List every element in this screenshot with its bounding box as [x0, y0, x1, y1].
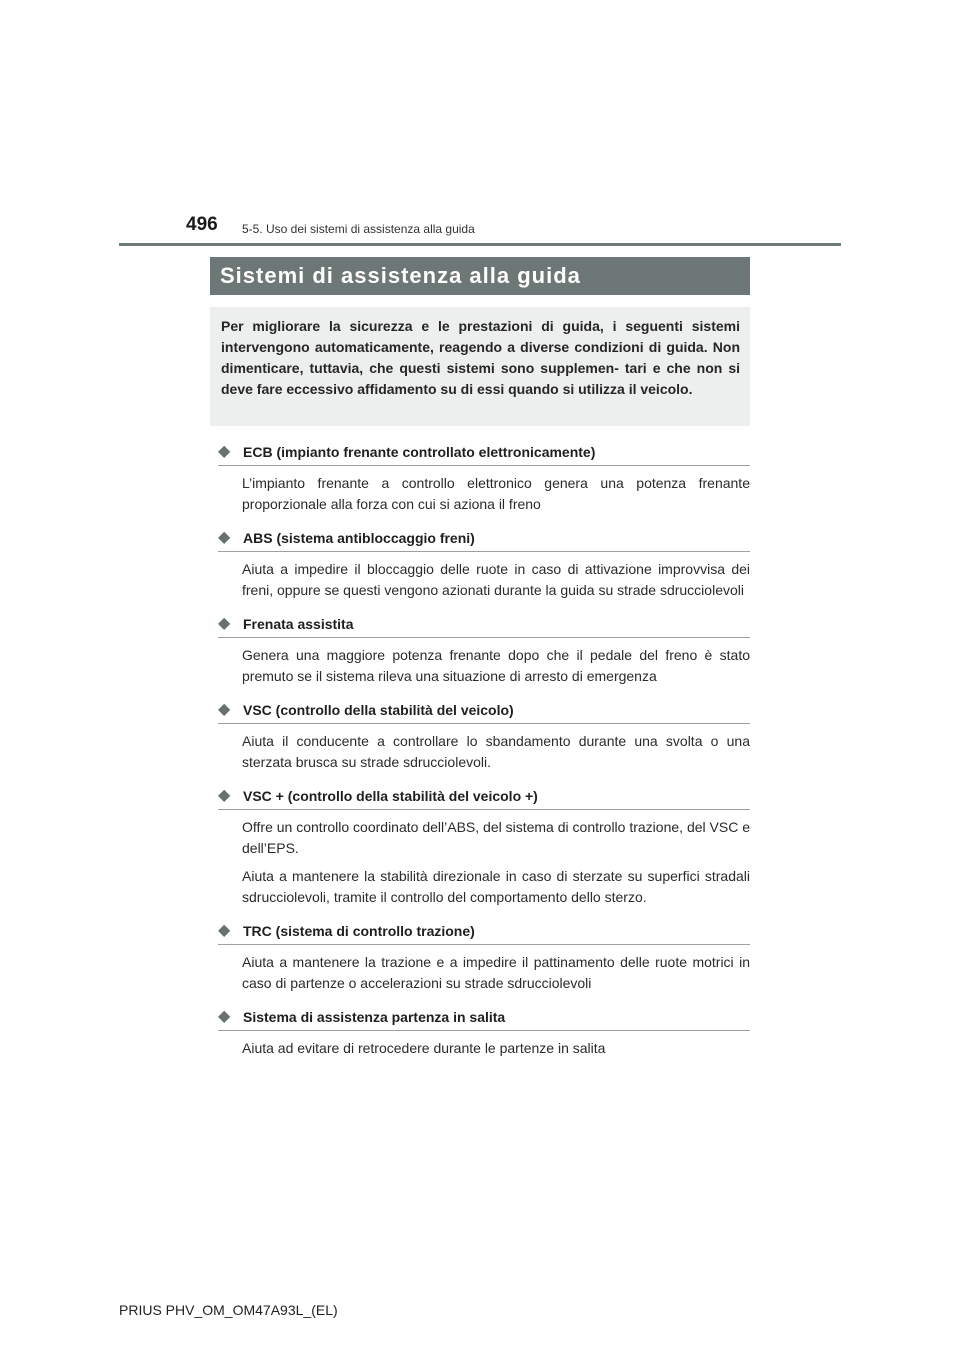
diamond-icon: ◆	[218, 922, 231, 939]
diamond-icon: ◆	[218, 615, 231, 632]
section-header	[218, 526, 750, 552]
section-header	[218, 440, 750, 466]
section-body	[218, 945, 750, 994]
section-list	[218, 440, 750, 1070]
section-header	[218, 784, 750, 810]
page-title: Sistemi di assistenza alla guida	[220, 263, 581, 288]
section-body	[218, 552, 750, 601]
section-paragraph: Offre un controllo coordinato dell’ABS, del sistema di controllo trazione, del VSC e dell’EPS.	[242, 819, 750, 856]
section-paragraph: Aiuta a impedire il bloccaggio delle ruote in caso di attivazione improvvisa dei freni, oppure se questi vengono azionati durante la guida su strade sdrucciolevoli	[242, 561, 750, 598]
section-body	[218, 1031, 750, 1059]
section-body	[218, 638, 750, 687]
section-ecb	[218, 440, 750, 515]
section-brake-assist	[218, 612, 750, 687]
section-paragraph: Aiuta il conducente a controllare lo sbandamento durante una svolta o una sterzata brusca su strade sdrucciolevoli.	[242, 733, 750, 770]
section-body	[218, 724, 750, 773]
section-trc	[218, 919, 750, 994]
section-paragraph: Genera una maggiore potenza frenante dopo che il pedale del freno è stato premuto se il sistema rileva una situazione di arresto di emergenza	[242, 647, 750, 684]
section-header	[218, 612, 750, 638]
diamond-icon: ◆	[218, 1008, 231, 1025]
section-body	[218, 466, 750, 515]
section-paragraph: Aiuta a mantenere la trazione e a impedire il pattinamento delle ruote motrici in caso di partenze o accelerazioni su strade sdrucciolevoli	[242, 954, 750, 991]
section-abs	[218, 526, 750, 601]
page-number: 496	[186, 214, 218, 235]
section-title: VSC (controllo della stabilità del veicolo)	[243, 702, 514, 718]
section-body	[218, 810, 750, 908]
section-header	[218, 919, 750, 945]
breadcrumb: 5-5. Uso dei sistemi di assistenza alla guida	[242, 222, 475, 236]
section-paragraph: Aiuta a mantenere la stabilità direzionale in caso di sterzate su superfici stradali sdrucciolevoli, tramite il controllo del comportamento dello sterzo.	[242, 868, 750, 905]
page-title-bar	[210, 257, 750, 295]
section-hill-start-assist	[218, 1005, 750, 1059]
section-title: Sistema di assistenza partenza in salita	[243, 1009, 506, 1025]
section-title: TRC (sistema di controllo trazione)	[243, 923, 475, 939]
section-header	[218, 1005, 750, 1031]
header-divider	[119, 243, 841, 246]
section-header	[218, 698, 750, 724]
section-vsc-plus	[218, 784, 750, 908]
section-title: Frenata assistita	[243, 616, 354, 632]
section-paragraph: L’impianto frenante a controllo elettronico genera una potenza frenante proporzionale alla forza con cui si aziona il freno	[242, 475, 750, 512]
section-title: ECB (impianto frenante controllato elettronicamente)	[243, 444, 596, 460]
diamond-icon: ◆	[218, 787, 231, 804]
section-paragraph: Aiuta ad evitare di retrocedere durante le partenze in salita	[242, 1040, 606, 1056]
section-title: VSC + (controllo della stabilità del veicolo +)	[243, 788, 538, 804]
section-title: ABS (sistema antibloccaggio freni)	[243, 530, 475, 546]
intro-box	[210, 307, 750, 426]
diamond-icon: ◆	[218, 443, 231, 460]
diamond-icon: ◆	[218, 701, 231, 718]
diamond-icon: ◆	[218, 529, 231, 546]
document-code: PRIUS PHV_OM_OM47A93L_(EL)	[119, 1302, 338, 1318]
intro-text: Per migliorare la sicurezza e le prestazioni di guida, i seguenti sistemi intervengono automaticamente, reagendo a diverse condizioni di guida. Non dimenticare, tuttavia, che questi sistemi sono supplemen- tari e che non si deve fare eccessivo affidamento su di essi quando si utilizza il veicolo.	[221, 318, 740, 397]
section-vsc	[218, 698, 750, 773]
